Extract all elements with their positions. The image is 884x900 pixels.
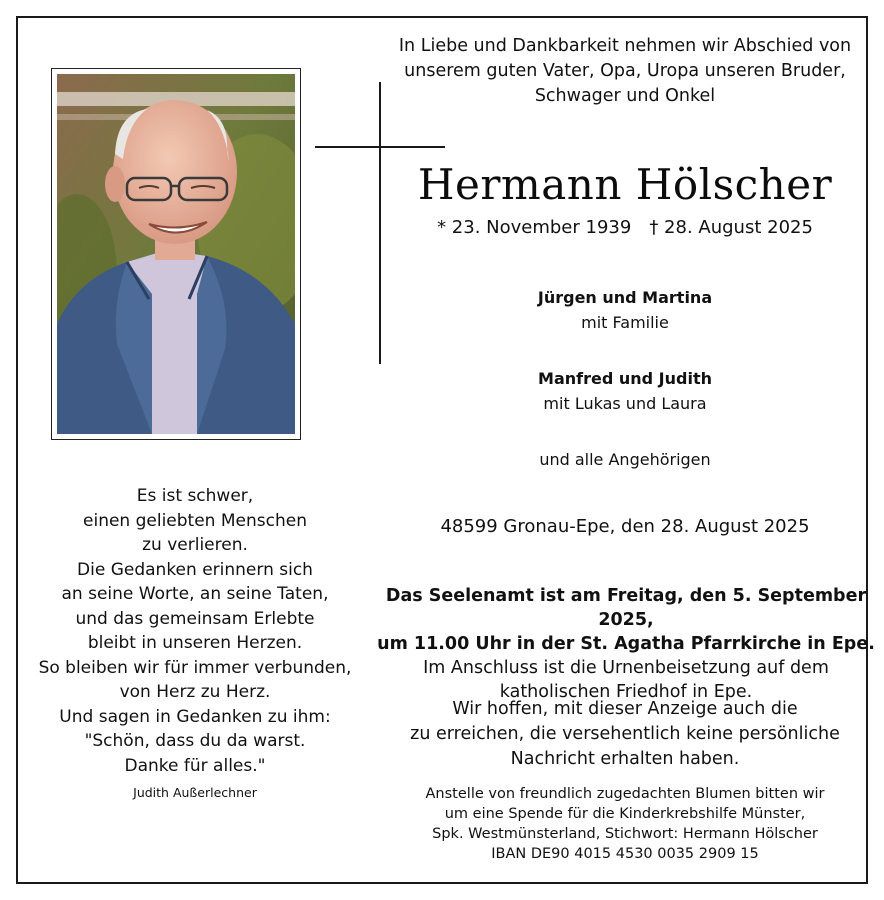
intro-line: In Liebe und Dankbarkeit nehmen wir Abschied von xyxy=(398,36,852,56)
donation-line: Anstelle von freundlich zugedachten Blumen bitten wir xyxy=(425,786,825,802)
hope-text xyxy=(390,697,860,772)
poem-line: So bleiben wir für immer verbunden, xyxy=(38,657,352,678)
hope-line: zu erreichen, die versehentlich keine persönliche xyxy=(410,724,840,744)
life-dates xyxy=(400,216,850,240)
death-date: † 28. August 2025 xyxy=(649,217,813,238)
poem-line: Und sagen in Gedanken zu ihm: xyxy=(59,706,331,727)
poem-line: einen geliebten Menschen xyxy=(83,510,307,531)
poem-line: Es ist schwer, xyxy=(136,486,254,506)
poem-line: Die Gedanken erinnern sich xyxy=(77,559,313,580)
intro-text xyxy=(380,34,870,109)
poem-author: Judith Außerlechner xyxy=(133,785,257,800)
deceased-name: Hermann Hölscher xyxy=(417,160,833,209)
poem-line: von Herz zu Herz. xyxy=(119,682,271,702)
family-extra: mit Lukas und Laura xyxy=(543,394,707,413)
poem xyxy=(30,484,360,778)
portrait-photo xyxy=(51,68,301,440)
poem-line: an seine Worte, an seine Taten, xyxy=(61,584,329,604)
relatives-line: und alle Angehörigen xyxy=(539,450,711,469)
family-names: Jürgen und Martina xyxy=(537,288,713,307)
donation-line: um eine Spende für die Kinderkrebshilfe Münster, xyxy=(444,806,806,822)
intro-line: unserem guten Vater, Opa, Uropa unseren Bruder, xyxy=(404,61,846,81)
donation-iban: IBAN DE90 4015 4530 0035 2909 15 xyxy=(491,846,759,862)
family-group xyxy=(470,366,780,416)
donation-line: Spk. Westmünsterland, Stichwort: Hermann Hölscher xyxy=(432,826,818,842)
service-line: katholischen Friedhof in Epe. xyxy=(499,682,753,702)
family-group xyxy=(470,285,780,335)
intro-line: Schwager und Onkel xyxy=(534,86,716,106)
portrait-illustration xyxy=(57,74,295,434)
service-info xyxy=(376,584,876,704)
place-date: 48599 Gronau-Epe, den 28. August 2025 xyxy=(440,516,810,537)
service-line: Im Anschluss ist die Urnenbeisetzung auf dem xyxy=(423,658,829,678)
poem-line: und das gemeinsam Erlebte xyxy=(75,608,315,629)
cross-horizontal xyxy=(315,146,445,148)
family-names: Manfred und Judith xyxy=(538,369,712,388)
birth-date: * 23. November 1939 xyxy=(437,217,632,238)
service-line-bold: um 11.00 Uhr in der St. Agatha Pfarrkirche in Epe. xyxy=(377,634,875,654)
poem-line: zu verlieren. xyxy=(142,535,248,555)
donation-text xyxy=(390,784,860,864)
family-extra: mit Familie xyxy=(581,313,669,332)
poem-line: "Schön, dass du da warst. xyxy=(84,731,306,751)
hope-line: Wir hoffen, mit dieser Anzeige auch die xyxy=(452,699,798,719)
cross-vertical xyxy=(379,82,381,364)
service-line-bold: Das Seelenamt ist am Freitag, den 5. September 2025, xyxy=(385,586,867,630)
poem-line: Danke für alles." xyxy=(124,755,266,776)
hope-line: Nachricht erhalten haben. xyxy=(510,749,740,769)
poem-line: bleibt in unseren Herzen. xyxy=(87,633,303,653)
